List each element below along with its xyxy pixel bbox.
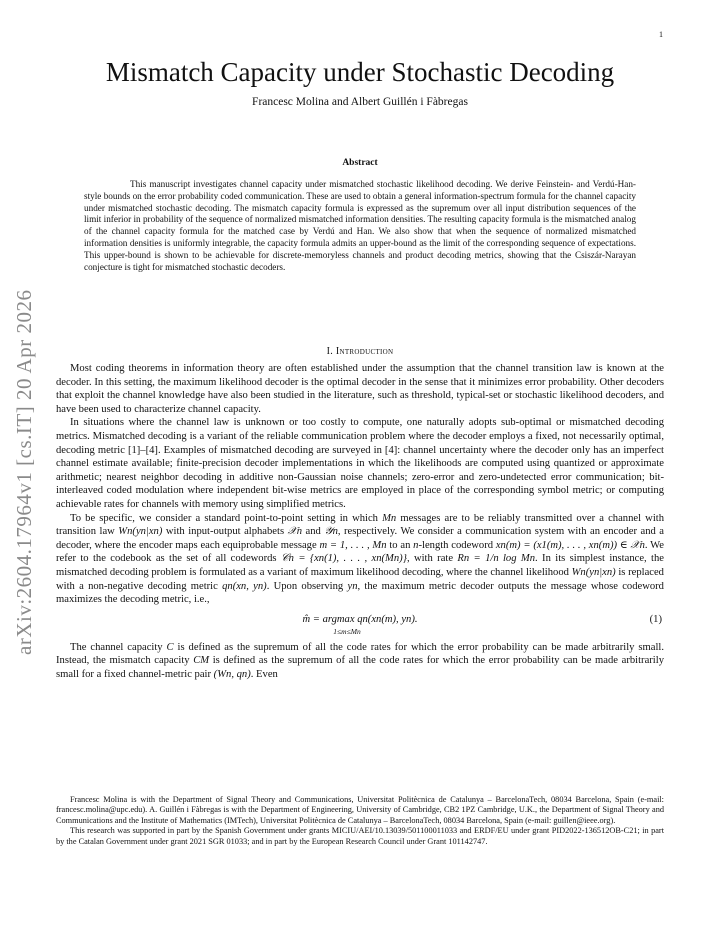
math-inline: 𝒳n	[287, 526, 302, 538]
text-run: is defined as the supremum of all the code rates for which the error probability can be made arbitrarily small for a fixed channel-metric pair	[56, 655, 664, 680]
equation-main: m̂ = argmax qn(xn(m), yn).	[302, 613, 418, 625]
math-inline: Wn(yn|xn)	[571, 566, 616, 578]
paper-title: Mismatch Capacity under Stochastic Decoding	[105, 57, 615, 87]
math-inline: xn(m) = (x1(m), . . . , xn(m)) ∈ 𝒳n	[495, 539, 645, 551]
body-paragraph-3	[56, 512, 664, 607]
text-run: and	[302, 526, 325, 538]
abstract-heading: Abstract	[342, 158, 378, 168]
math-inline: C	[166, 641, 174, 653]
text-run: To be specific, we consider a standard point-to-point setting in which	[70, 512, 383, 524]
equation-subscript: 1≤m≤Mn	[333, 627, 361, 637]
text-run: . In its simplest instance, the mismatched decoding problem is formulated as a variant of maximum likelihood decoding, where the channel likelihood	[56, 553, 664, 578]
text-run: is replaced with a non-negative decoding metric	[56, 566, 664, 592]
math-inline: (Wn, qn)	[213, 668, 251, 680]
math-inline: Wn(yn|xn)	[118, 526, 163, 538]
math-inline: Rn = 1/n log Mn	[457, 553, 536, 565]
body-paragraph-2: In situations where the channel law is unknown or too costly to compute, one naturally adopts sub-optimal or mismatched decoding metrics. Mismatched decoding is a variant of the reliable communication problem where the decoder employs a fixed, not necessarily optimal, decoding metric [1]–[4]. Examples of mismatched decoding are surveyed in [4]: channel uncertainty where the decoder only has an imperfect channel estimate available; finite-precision decoder implementations in which the likelihoods are computed using quantized or approximate arithmetic; nearest neighbor decoding in additive non-Gaussian noise channels; zero-error and zero-undetected error communication; bit-interleaved coded modulation where independent bit-wise metrics are employed in place of the corresponding symbol metric; or computing achievable rates for channels with memory using simplified metrics.	[56, 417, 664, 510]
text-run: , with rate	[406, 553, 458, 565]
text-run: messages are to be reliably transmitted over a channel with transition law	[56, 512, 665, 538]
body-text	[56, 362, 664, 681]
math-inline: yn	[347, 580, 358, 592]
text-run: . Even	[250, 668, 278, 680]
text-run: . We refer to the codebook as the set of all codewords	[56, 539, 664, 565]
paper-authors: Francesc Molina and Albert Guillén i Fàbregas	[252, 96, 468, 108]
arxiv-stamp: arXiv:2604.17964v1 [cs.IT] 20 Apr 2026	[12, 289, 36, 655]
math-inline: m = 1, . . . , Mn	[319, 539, 387, 551]
text-run: to an	[386, 539, 414, 551]
text-run: -length codeword	[418, 539, 496, 551]
page-number: 1	[659, 30, 663, 39]
math-inline: n	[413, 539, 419, 551]
equation-number: (1)	[649, 613, 662, 625]
text-run: with input-output alphabets	[162, 526, 288, 538]
text-run: , the maximum metric decoder outputs the message whose codeword maximizes the decoding metric, i.e.,	[56, 580, 664, 606]
section-number: I.	[326, 346, 334, 357]
math-inline: 𝒞n = {xn(1), . . . , xn(Mn)}	[280, 553, 407, 565]
text-run: The channel capacity	[70, 641, 167, 653]
math-inline: 𝒴n	[324, 526, 338, 538]
text-run: , respectively. We consider a communication system with an encoder and a decoder, where the encoder maps each equiprobable message	[56, 526, 664, 551]
body-paragraph-4	[56, 641, 664, 682]
equation-content	[56, 613, 664, 639]
abstract-text: This manuscript investigates channel capacity under mismatched stochastic likelihood decoding. We derive Feinstein- and Verdú-Han-style bounds on the error probability coded communication. These are used to obtain a general information-spectrum formula for the channel capacity under mismatched stochastic decoding. The mismatch capacity formula is expressed as the supremum over all input distribution sequences of the limit inferior in probability of the sequence of normalized mismatched information densities. The resulting capacity formula is the mismatched analog of the channel capacity formula for the matched case by Verdú and Han. We also show that when the sequence of normalized mismatched information densities is uniformly integrable, the capacity formula admits an upper-bound as the limit of the corresponding sequence of expectations. This upper-bound is shown to be achievable for discrete-memoryless channels and product decoding metrics, showing that the Csiszár-Narayan conjecture is tight for mismatched stochastic decoders.	[84, 179, 636, 272]
math-inline: qn(xn, yn)	[222, 580, 267, 592]
footnote	[56, 795, 664, 847]
text-run: . Upon observing	[266, 580, 348, 592]
text-run: is defined as the supremum of all the code rates for which the error probability can be made arbitrarily small. Instead, the mismatch capacity	[56, 641, 664, 667]
footnote-affiliations: Francesc Molina is with the Department of Signal Theory and Communications, Universitat Politècnica de Catalunya – BarcelonaTech, 08034 Barcelona, Spain (e-mail: francesc.molina@upc.edu). A. Guillén i Fàbregas is with the Department of Engineering, University of Cambridge, CB2 1PZ Cambridge, U.K., the Department of Signal Theory and Communications and the Institute of Mathematics (IMTech), Universitat Politècnica de Catalunya – BarcelonaTech, 08034 Barcelona, Spain (e-mail: guillen@ieee.org).	[56, 795, 664, 825]
section-heading	[58, 346, 662, 357]
body-paragraph-1: Most coding theorems in information theory are often established under the assumption that the channel transition law is known at the decoder. In this setting, the maximum likelihood decoder is the optimal decoder in the sense that it minimizes error probability. Other decoders that exploit the channel knowledge have also been studied in the literature, such as threshold, typical-set or stochastic likelihood decoders, and have been used to characterize channel capacity.	[56, 363, 664, 415]
math-inline: Mn	[382, 512, 397, 524]
equation-1	[56, 611, 664, 641]
math-inline: CM	[193, 655, 210, 667]
section-title: Introduction	[335, 346, 394, 357]
footnote-funding: This research was supported in part by the Spanish Government under grants MICIU/AEI/10.13039/501100011033 and ERDF/EU under grant PID2022-136512OB-C21; in part by the Catalan Government under grant 2021 SGR 01033; and in part by the European Research Council under Grant 101142747.	[56, 826, 664, 846]
